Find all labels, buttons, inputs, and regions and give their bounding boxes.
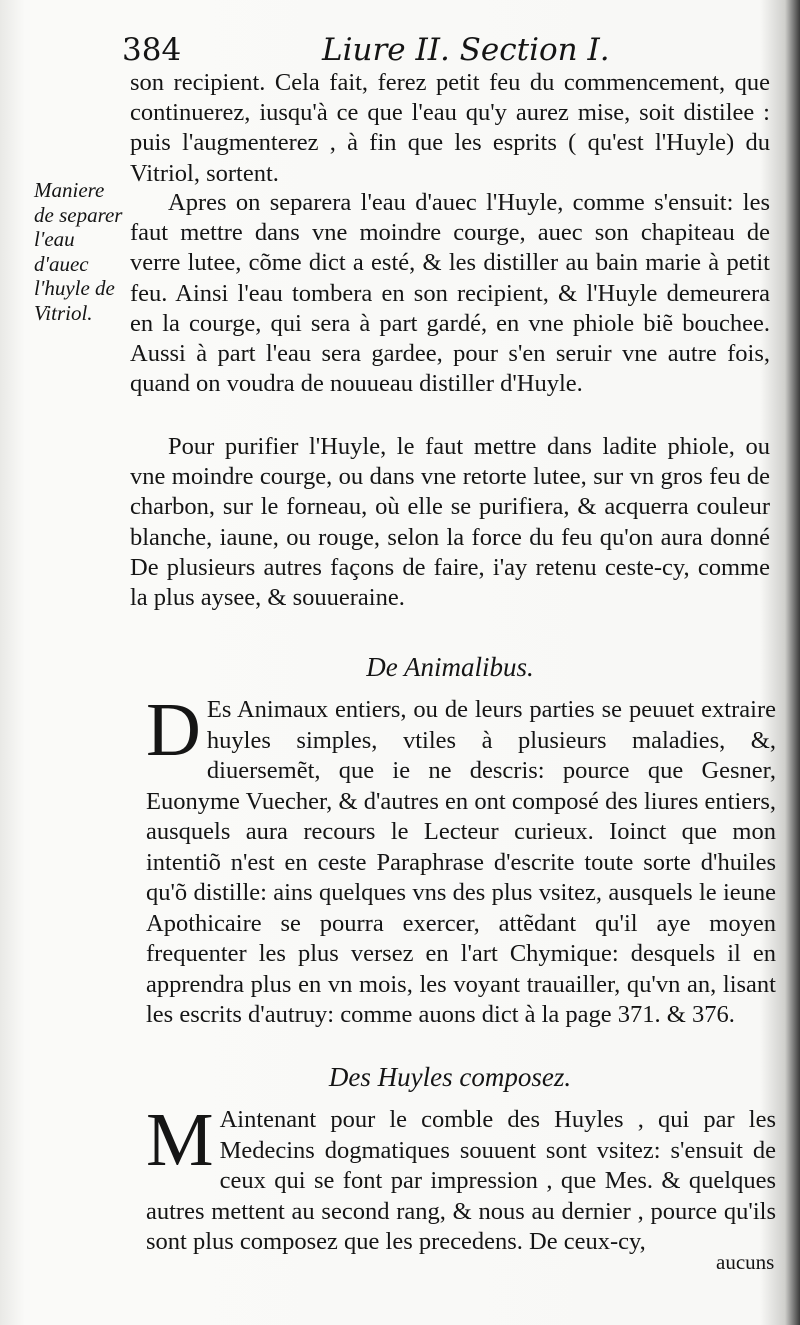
running-title: Liure II. Section I.	[322, 32, 610, 68]
catchword: aucuns	[716, 1250, 775, 1274]
paragraph-text: Es Animaux entiers, ou de leurs parties se peuuet extraire huyles simples, vtiles à plusieurs maladies, &, diuersemẽt, que ie ne descris: pource que Gesner, Euonyme Vuecher, & d'autres en ont composé des liures entiers, ausquels aura recours le Lecteur curieux. Ioinct que mon intentiõ n'est en ceste Paraphrase d'escrite toute sorte d'huiles qu'õ distille: ains quelques vns des plus vsitez, ausquels le ieune Apothicaire se pourra exercer, attẽdant qu'il aye moyen frequenter les plus versez en l'art Chymique: desquels il en apprendra plus en vn mois, les voyant trauailler, qu'vn an, lisant les escrits d'autruy: comme auons dict à la page 371. & 376.	[146, 696, 776, 1028]
paragraph-huyles-composez	[146, 1098, 776, 1258]
paragraph-text: Pour purifier l'Huyle, le faut mettre dans ladite phiole, ou vne moindre courge, ou dans vne retorte lutee, sur vn gros feu de charbon, sur le forneau, où elle se purifiera, & acquerra couleur blanche, iaune, ou rouge, selon la force du feu qu'on aura donné De plusieurs autres façons de faire, i'ay retenu ceste-cy, comme la plus aysee, & souueraine.	[130, 433, 770, 612]
paragraph-text: son recipient. Cela fait, ferez petit feu du commencement, que continuerez, iusqu'à ce que l'eau qu'y aurez mise, soit distilee : puis l'augmenterez , à fin que les esprits ( qu'est l'Huyle) du Vitriol, sortent.	[130, 69, 770, 187]
section-heading: De Animalibus.	[366, 652, 534, 682]
paragraph-animalibus	[146, 688, 776, 1031]
paragraph-separation	[130, 188, 770, 399]
marginal-note: Maniere de separer l'eau d'auec l'huyle de Vitriol.	[34, 178, 123, 325]
section-heading: Des Huyles composez.	[328, 1062, 572, 1092]
page-number: 384	[122, 32, 182, 68]
paragraph-text: Aintenant pour le comble des Huyles , qui par les Medecins dogmatiques souuent sont vsitez: s'ensuit de ceux qui se font par impression , que Mes. & quelques autres mettent au second rang, & nous au dernier , pource qu'ils sont plus composez que les precedens. De ceux-cy,	[146, 1106, 776, 1255]
page-header	[122, 30, 762, 70]
drop-cap: M	[146, 1098, 214, 1182]
paragraph-purification	[130, 432, 770, 613]
drop-cap: D	[146, 688, 201, 772]
paragraph-continuation	[130, 68, 770, 189]
paragraph-text: Apres on separera l'eau d'auec l'Huyle, comme s'ensuit: les faut mettre dans vne moindre courge, auec son chapiteau de verre lutee, cõme dict a esté, & les distiller au bain marie à petit feu. Ainsi l'eau tombera en son recipient, & l'Huyle demeurera en la courge, qui sera à part gardé, en vne phiole biẽ bouchee. Aussi à part l'eau sera gardee, pour s'en seruir vne autre fois, quand on voudra de nouueau distiller d'Huyle.	[130, 189, 770, 398]
